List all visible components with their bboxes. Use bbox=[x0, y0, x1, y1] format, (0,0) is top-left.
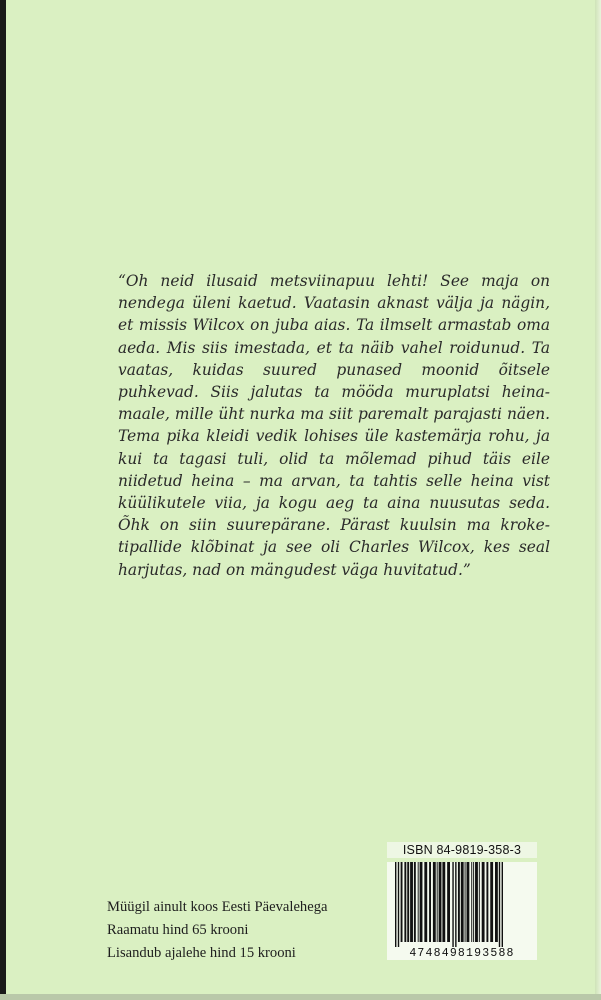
sales-info bbox=[107, 896, 327, 965]
barcode-bar bbox=[420, 862, 423, 942]
barcode-bar bbox=[490, 862, 493, 942]
barcode-number: 4748498193588 bbox=[387, 947, 537, 960]
barcode-bar bbox=[437, 862, 438, 942]
quote-line: nendega üleni kaetud. Vaatasin aknast välja ja nägin, bbox=[118, 294, 550, 313]
quote-line: Õhk on siin suurepärane. Pärast kuulsin ma kroke- bbox=[118, 516, 550, 535]
barcode-bar bbox=[471, 862, 472, 942]
barcode-bar bbox=[452, 862, 453, 950]
barcode-bar bbox=[467, 862, 470, 942]
cover-edge bbox=[595, 0, 601, 1000]
quote-line: aeda. Mis siis imestada, et ta näib vahel roidunud. Ta bbox=[118, 338, 550, 357]
barcode-bar bbox=[499, 862, 500, 950]
quote-line: maale, mille üht nurka ma siit paremalt parajasti näen. bbox=[118, 405, 550, 424]
barcode-bar bbox=[465, 862, 466, 942]
barcode-bar bbox=[502, 862, 503, 950]
barcode-bar bbox=[404, 862, 406, 942]
barcode-bar bbox=[442, 862, 445, 942]
isbn-label: ISBN 84-9819-358-3 bbox=[387, 842, 537, 858]
barcode-bar bbox=[418, 862, 419, 942]
price-line: Raamatu hind 65 krooni bbox=[107, 922, 249, 938]
barcode-bar bbox=[482, 862, 485, 942]
barcode-bar bbox=[475, 862, 478, 942]
quote-line: “Oh neid ilusaid metsviinapuu lehti! See maja on bbox=[118, 272, 550, 290]
quote-line: vaatas, kuidas suured punased moonid õitsele bbox=[118, 360, 550, 379]
barcode-bar bbox=[495, 862, 498, 942]
quote-line: harjutas, nad on mängudest väga huvitatud.” bbox=[118, 560, 471, 579]
quote-line: küülikutele viia, ja kogu aeg ta aina nuusutas seda. bbox=[118, 494, 550, 513]
barcode-bar bbox=[429, 862, 431, 942]
barcode-bar bbox=[473, 862, 474, 942]
barcode-bar bbox=[401, 862, 403, 942]
barcode-bar bbox=[407, 862, 409, 942]
barcode-bar bbox=[410, 862, 413, 942]
barcode-bar bbox=[414, 862, 416, 942]
barcode-bar bbox=[424, 862, 427, 942]
newspaper-price-line: Lisandub ajalehe hind 15 krooni bbox=[107, 945, 296, 961]
quote-line: et missis Wilcox on juba aias. Ta ilmselt armastab oma bbox=[118, 316, 550, 335]
barcode-block bbox=[387, 842, 537, 967]
quote-line: Tema pika kleidi vedik lohises üle kastemärja rohu, ja bbox=[118, 427, 550, 446]
quote-line: puhkevad. Siis jalutas ta mööda muruplatsi heina- bbox=[118, 383, 550, 402]
barcode-bar bbox=[458, 862, 460, 942]
barcode-bar bbox=[395, 862, 396, 950]
barcode-bar bbox=[486, 862, 488, 942]
barcode-bar bbox=[433, 862, 436, 942]
barcode-bars bbox=[387, 862, 537, 952]
barcode-bar bbox=[479, 862, 480, 942]
barcode-bar bbox=[398, 862, 399, 950]
barcode-bar bbox=[439, 862, 442, 942]
sales-line: Müügil ainult koos Eesti Päevalehega bbox=[107, 899, 328, 915]
quote-text bbox=[118, 270, 550, 581]
barcode-bar bbox=[447, 862, 450, 942]
quote-line: kui ta tagasi tuli, olid ta mõlemad pihud täis eile bbox=[118, 449, 550, 468]
barcode-icon bbox=[387, 862, 537, 950]
quote-line: niidetud heina – ma arvan, ta tahtis selle heina vist bbox=[118, 471, 550, 490]
barcode-bar bbox=[461, 862, 464, 942]
barcode-bar bbox=[455, 862, 456, 950]
cover-bottom-edge bbox=[0, 994, 601, 1000]
quote-line: tipallide klõbinat ja see oli Charles Wilcox, kes seal bbox=[118, 538, 550, 557]
